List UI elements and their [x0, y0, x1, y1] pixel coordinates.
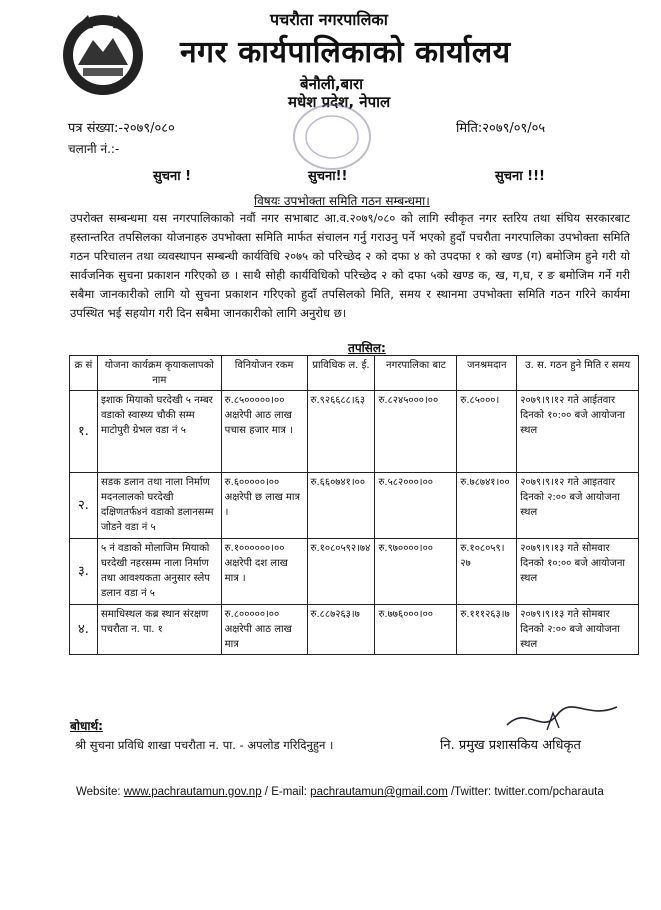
- cc-label: बोधार्थ:: [70, 719, 103, 733]
- email-label: / E-mail:: [261, 786, 311, 798]
- cell-estimate: रु.९२६६८८।६३: [307, 391, 375, 473]
- email-link[interactable]: pachrautamun@gmail.com: [310, 786, 448, 798]
- table-row: [70, 605, 639, 655]
- cell-labor: रु.१०८०५९।२७: [457, 539, 517, 605]
- table-header-row: [70, 356, 639, 391]
- cell-allocation: रु.८५०००००।०० अक्षरेपी आठ लाख पचास हजार मात्र ।: [221, 391, 307, 473]
- header-serial: क्र सं: [70, 356, 98, 391]
- table-row: [70, 473, 639, 539]
- annex-title: तपसिल:: [348, 341, 386, 355]
- header-municipality: नगरपालिका बाट: [375, 356, 457, 391]
- cell-estimate: रु.८८७२६३।७: [307, 605, 375, 655]
- cell-project: समाधिस्थल कब्र स्थान संरक्षण पचरौता न. पा. १: [97, 605, 221, 655]
- table-row: [70, 391, 639, 473]
- header-formation-date: उ. स. गठन हुने मिति र समय: [517, 356, 639, 391]
- cell-serial: १.: [70, 391, 98, 473]
- cell-project: ५ नं वडाको मोलाजिम मियाको घरदेखी नहरसम्म नाला निर्माण तथा आवश्यकता अनुसार स्लेप डलान वडा नं ५: [97, 539, 221, 605]
- cell-municipality: रु.८२४५०००।००: [375, 391, 457, 473]
- cell-allocation: रु.६०००००।०० अक्षरेपी छ लाख मात्र ।: [221, 473, 307, 539]
- cell-formation-date: २०७९।९।१३ गते सोमवार दिनको १०:०० बजे आयोजना स्थल: [517, 539, 639, 605]
- cell-municipality: रु.७७६०००।००: [375, 605, 457, 655]
- office-title: नगर कार्यपालिकाको कार्यालय: [180, 35, 511, 70]
- municipality-name: पचरौता नगरपालिका: [270, 10, 388, 29]
- header-allocation: विनियोजन रकम: [221, 356, 307, 391]
- cell-project: इशाक मियाको घरदेखी ५ नम्बर वडाको स्वास्थ्य चौकी सम्म माटोपुरी ग्रेभल वडा नं ५: [97, 391, 221, 473]
- cell-serial: ३.: [70, 539, 98, 605]
- cell-formation-date: २०७९।९।१२ गते आइतवार दिनको २:०० बजे आयोजना स्थल: [517, 473, 639, 539]
- header-project: योजना कार्यक्रम कृयाकलापको नाम: [97, 356, 221, 391]
- cell-municipality: रु.५८२०००।००: [375, 473, 457, 539]
- cell-labor: रु.१११२६३।७: [457, 605, 517, 655]
- office-stamp: [290, 100, 375, 175]
- cell-allocation: रु.८०००००।०० अक्षरेपी आठ लाख मात्र: [221, 605, 307, 655]
- subject-line: विषयः उपभोक्ता समिति गठन सम्बन्धमा।: [254, 194, 430, 208]
- cell-formation-date: २०७९।९।१३ गते सोमबार दिनको २:०० बजे आयोजना स्थल: [517, 605, 639, 655]
- website-link[interactable]: www.pachrautamun.gov.np: [123, 786, 262, 798]
- cell-labor: रु.८५०००।: [457, 391, 517, 473]
- website-label: Website:: [76, 786, 124, 798]
- cell-labor: रु.७८७४१।००: [457, 473, 517, 539]
- notice-label-1: सुचना !: [153, 169, 192, 184]
- cell-municipality: रु.९७००००।००: [375, 539, 457, 605]
- nepal-emblem-logo: [53, 10, 153, 100]
- dispatch-number: चलानी नं.:-: [68, 142, 120, 156]
- office-province: मधेश प्रदेश, नेपाल: [288, 93, 391, 111]
- notice-body: उपरोक्त सम्बन्धमा यस नगरपालिकाको नवौं नगर सभाबाट आ.व.२०७९/०८० को लागि स्वीकृत नगर स्तरिय तथा संघिय सरकारबाट हस्तान्तरित तपसिलका योजनाहरु उपभोक्ता समिति मार्फत संचालन गर्नु गराउनु पर्ने भएको हुदाँ पचरौता नगरपालिका उपभोक्ता समिति गठन परिचालन तथा व्यवस्थापन सम्बन्धी कार्यविधि २०७५ को परिच्छेद २ को दफा ४ को उपदफा १ को खण्ड (ग) बमोजिम हुने गरी यो सार्वजनिक सुचना प्रकाशन गरिएको छ । साथै सोही कार्यविधिको परिच्छेद २ को दफा ५को खण्ड क, ख, ग,घ, र ङ बमोजिम गर्ने गरी सबैमा जानकारीको लागि यो सुचना प्रकाशन गरिएको हुदाँ तपसिलको मिति, समय र स्थानमा उपभोक्ता समिति गठन गरिने कार्यमा उपस्थित भई सहयोग गरी दिन सबैमा जानकारीको लागि अनुरोध छ।: [70, 211, 630, 320]
- notice-label-2: सुचना!!: [308, 169, 348, 184]
- letter-number: पत्र संख्या:-२०७९/०८०: [68, 121, 175, 136]
- notice-label-3: सुचना !!!: [495, 169, 545, 184]
- cell-formation-date: २०७९।९।१२ गते आईतवार दिनको १०:०० बजे आयोजना स्थल: [517, 391, 639, 473]
- cc-line: श्री सुचना प्रविधि शाखा पचरौता न. पा. - अपलोड गरिदिनुहुन ।: [75, 738, 334, 752]
- cell-project: सडक डलान तथा नाला निर्माण मदनलालको घरदेखी दक्षिणतर्फ४नं वडाको डलानसम्म जोडने वडा नं ५: [97, 473, 221, 539]
- table-row: [70, 539, 639, 605]
- cell-serial: २.: [70, 473, 98, 539]
- project-table: [69, 355, 639, 655]
- cell-allocation: रु.१००००००।०० अक्षरेपी दश लाख मात्र ।: [221, 539, 307, 605]
- header-estimate: प्राविधिक ल. ई.: [307, 356, 375, 391]
- twitter-text: /Twitter: twitter.com/pcharauta: [447, 786, 604, 798]
- cell-serial: ४.: [70, 605, 98, 655]
- cell-estimate: रु.१०८०५९२।७४: [307, 539, 375, 605]
- cell-estimate: रु.६६०७४१।००: [307, 473, 375, 539]
- officer-title: नि. प्रमुख प्रशासकिय अधिकृत: [440, 738, 581, 753]
- footer-contact: [76, 786, 604, 798]
- header-labor: जनश्रमदान: [457, 356, 517, 391]
- letter-date: मिति:२०७९/०९/०५: [456, 121, 546, 136]
- office-place: बेनौली,बारा: [300, 75, 363, 93]
